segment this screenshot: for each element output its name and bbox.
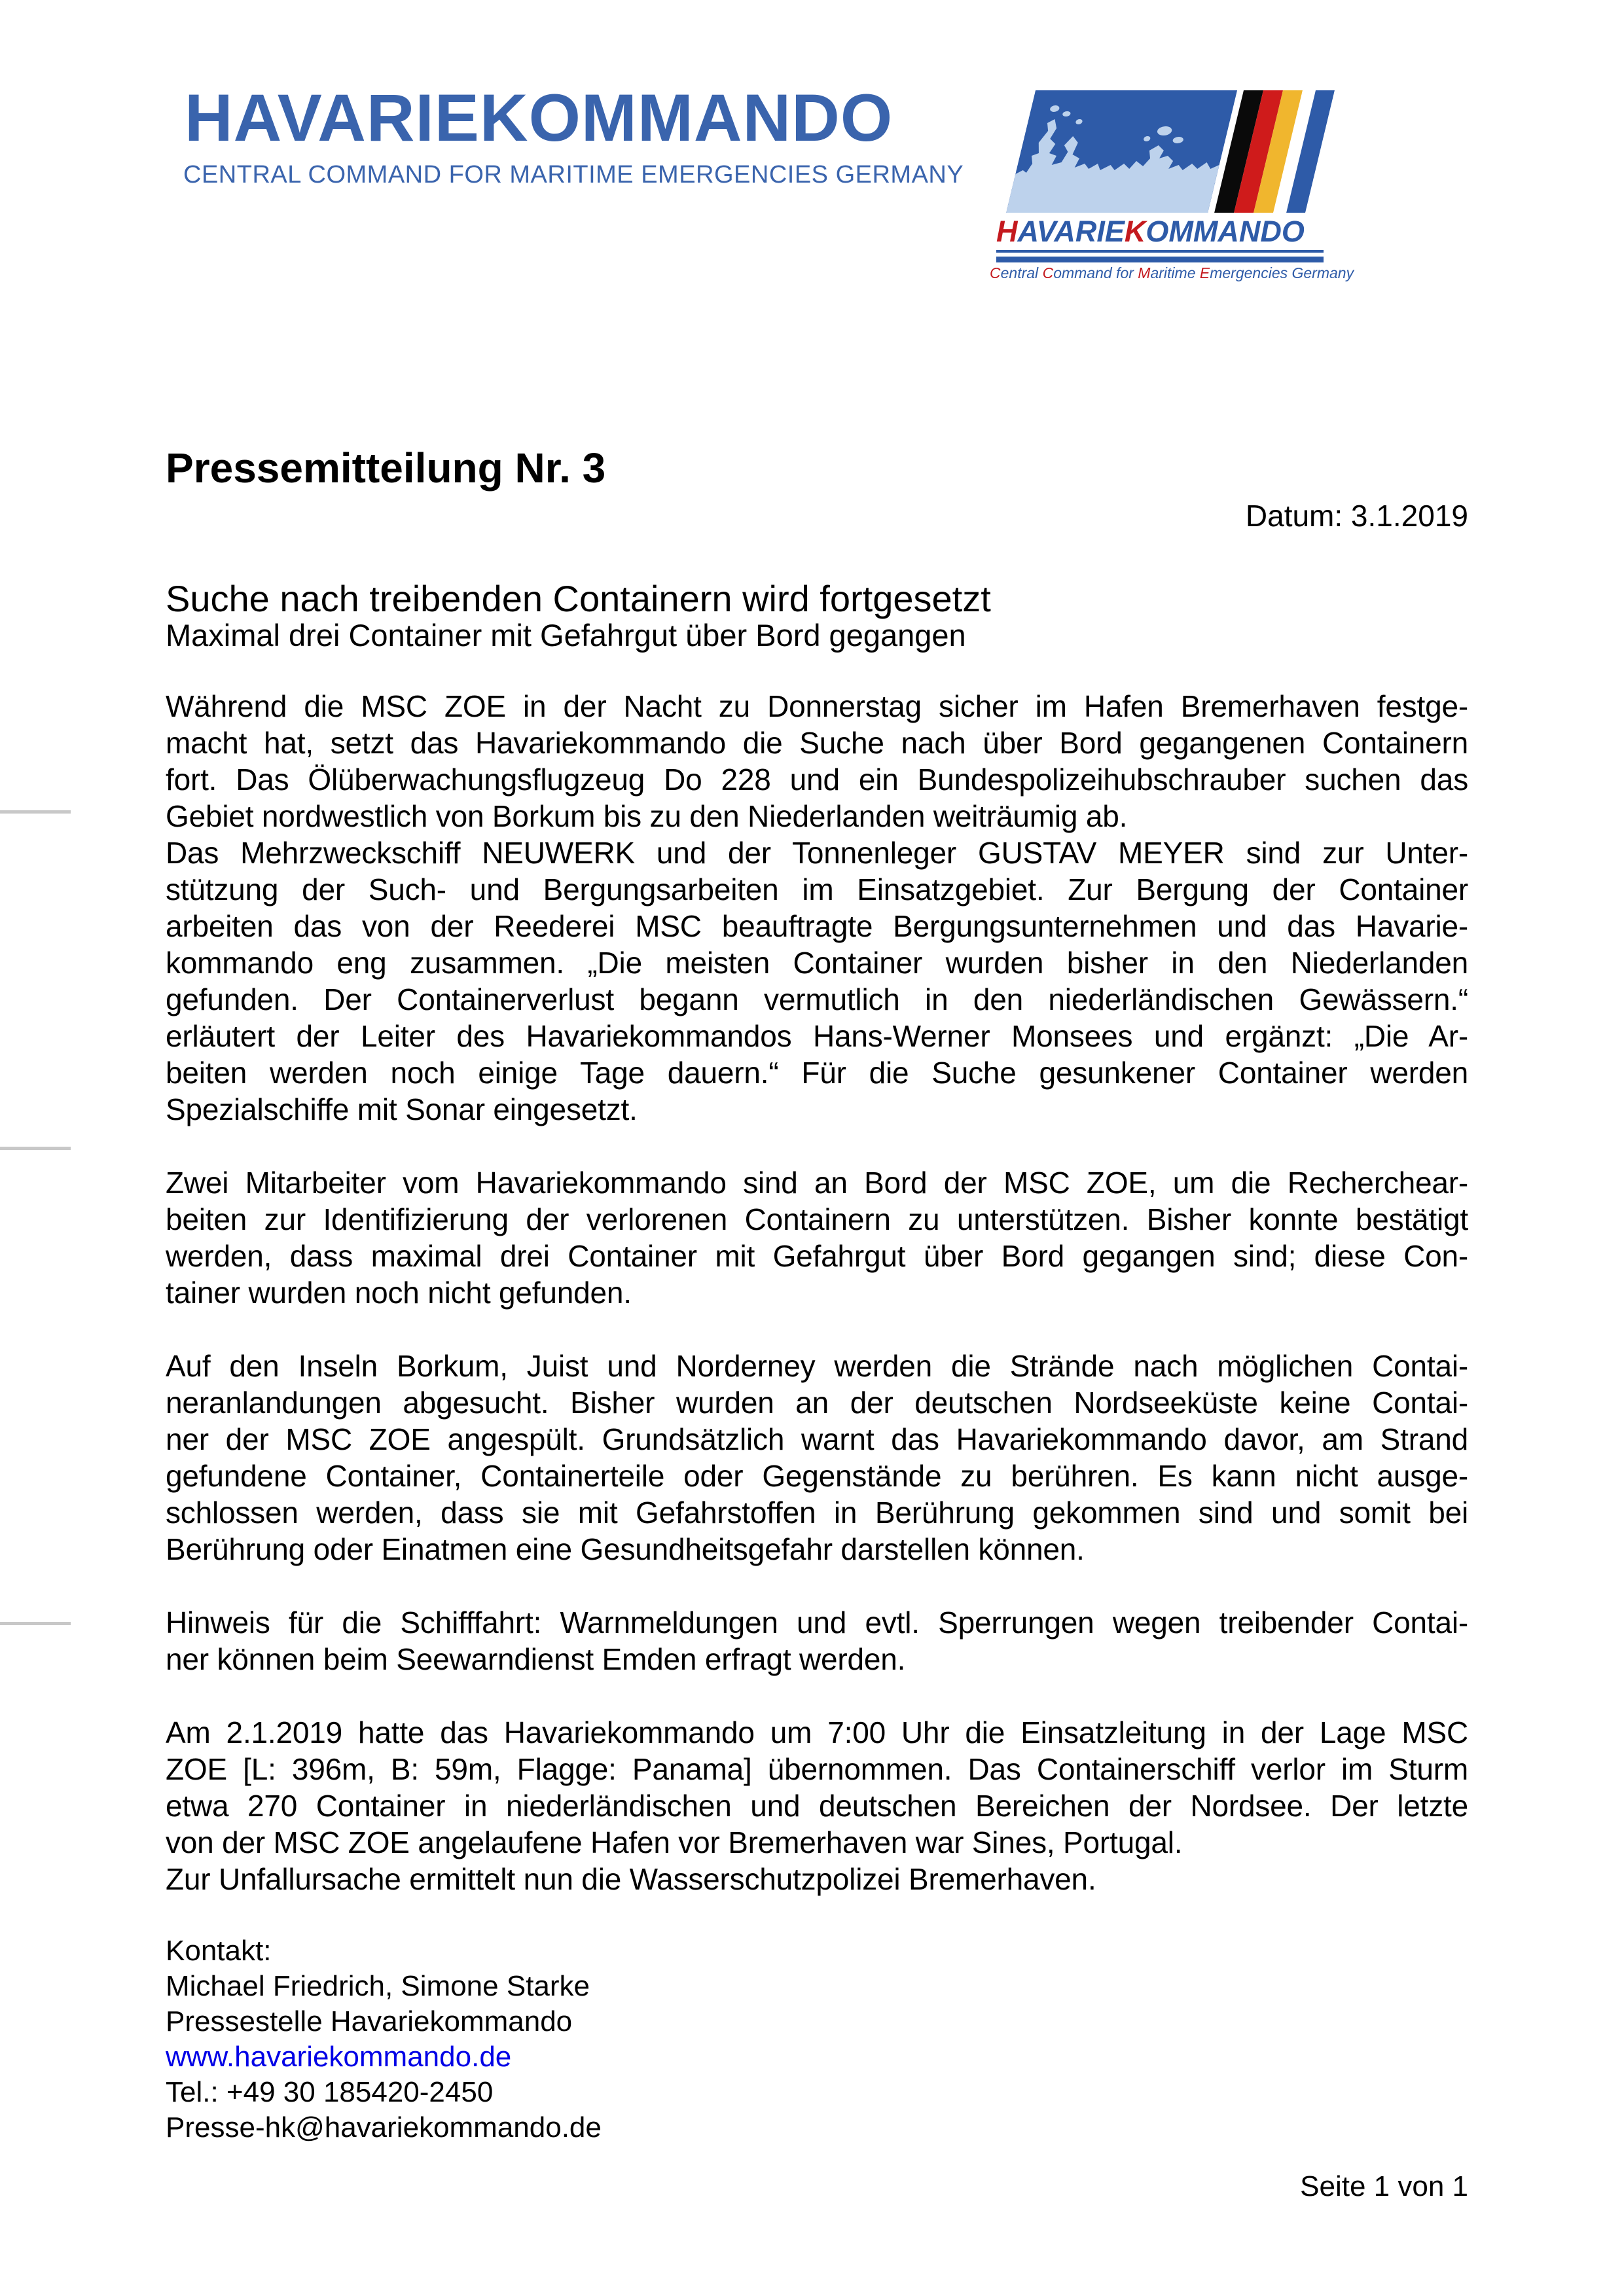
body-line: arbeiten das von der Reederei MSC beauftragte Bergungsunternehmen und das Havarie- [166, 909, 1468, 943]
contact-office: Pressestelle Havariekommando [166, 2005, 573, 2037]
page-number: Seite 1 von 1 [1300, 2170, 1468, 2202]
body-line: Gebiet nordwestlich von Borkum bis zu den Niederlanden weiträumig ab. [166, 799, 1128, 833]
body-line: Am 2.1.2019 hatte das Havariekommando um 7:00 Uhr die Einsatzleitung in der Lage MSC [166, 1715, 1468, 1749]
contact-email: Presse-hk@havariekommando.de [166, 2111, 602, 2144]
logo-flag-parallelogram [1006, 90, 1335, 213]
logo-letter-run: ommand for [1053, 264, 1138, 281]
body-line: Zur Unfallursache ermittelt nun die Wasserschutzpolizei Bremerhaven. [166, 1862, 1096, 1896]
body-line: tainer wurden noch nicht gefunden. [166, 1276, 632, 1310]
body-line: gefundene Container, Containerteile oder Gegenstände zu berühren. Es kann nicht ausge- [166, 1459, 1468, 1493]
logo-thick-rule [996, 257, 1324, 262]
logo-wordmark [996, 215, 1330, 248]
body-line: Spezialschiffe mit Sonar eingesetzt. [166, 1092, 638, 1126]
logo-accent-letter: C [1042, 264, 1054, 281]
body-line: beiten werden noch einige Tage dauern.“ Für die Suche gesunkener Container werden [166, 1056, 1468, 1090]
contact-names: Michael Friedrich, Simone Starke [166, 1970, 590, 2002]
logo-accent-letter: K [1124, 215, 1146, 248]
brand-subtitle: CENTRAL COMMAND FOR MARITIME EMERGENCIES GERMANY [183, 161, 964, 188]
brand-title: HAVARIEKOMMANDO [185, 81, 893, 155]
headline: Suche nach treibenden Containern wird fortgesetzt [166, 578, 991, 619]
logo-letter-run: mergencies Germany [1210, 264, 1354, 281]
paragraph-gap [166, 1128, 1468, 1164]
body-line: beiten zur Identifizierung der verlorenen Containern zu unterstützen. Bisher konnte bestätigt [166, 1202, 1468, 1236]
date-line: Datum: 3.1.2019 [1245, 499, 1468, 533]
body-line: Das Mehrzweckschiff NEUWERK und der Tonnenleger GUSTAV MEYER sind zur Unter- [166, 836, 1468, 870]
body-line: fort. Das Ölüberwachungsflugzeug Do 228 und ein Bundespolizeihubschrauber suchen das [166, 762, 1468, 797]
body-line: schlossen werden, dass sie mit Gefahrstoffen in Berührung gekommen sind und somit bei [166, 1496, 1468, 1530]
body-line: kommando eng zusammen. „Die meisten Container wurden bisher in den Niederlanden [166, 946, 1468, 980]
logo-letter-run: AVARIE [1017, 215, 1125, 248]
body-line: neranlandungen abgesucht. Bisher wurden an der deutschen Nordseeküste keine Contai- [166, 1386, 1468, 1420]
paragraph-gap [166, 1311, 1468, 1348]
body-line: ZOE [L: 396m, B: 59m, Flagge: Panama] übernommen. Das Containerschiff verlor im Sturm [166, 1752, 1468, 1786]
body-line: ner der MSC ZOE angespült. Grundsätzlich warnt das Havariekommando davor, am Strand [166, 1422, 1468, 1456]
hole-punch-mark-icon [0, 1147, 71, 1150]
fold-mark-icon [0, 1622, 71, 1625]
paragraph-gap [166, 1677, 1468, 1714]
body-line: macht hat, setzt das Havariekommando die Suche nach über Bord gegangenen Containern [166, 726, 1468, 760]
website-link[interactable]: www.havariekommando.de [166, 2041, 512, 2073]
body-line: von der MSC ZOE angelaufene Hafen vor Bremerhaven war Sines, Portugal. [166, 1825, 1183, 1859]
body-line: etwa 270 Container in niederländischen und deutschen Bereichen der Nordsee. Der letzte [166, 1789, 1468, 1823]
havariekommando-logo [988, 69, 1355, 285]
logo-letter-run: aritime [1150, 264, 1200, 281]
body-line: stützung der Such- und Bergungsarbeiten im Einsatzgebiet. Zur Bergung der Container [166, 872, 1468, 906]
contact-block [166, 1933, 602, 2145]
logo-accent-letter: H [996, 215, 1018, 248]
body-line: Auf den Inseln Borkum, Juist und Norderney werden die Strände nach möglichen Contai- [166, 1349, 1468, 1383]
body-line: gefunden. Der Containerverlust begann vermutlich in den niederländischen Gewässern.“ [166, 982, 1468, 1016]
press-release-title: Pressemitteilung Nr. 3 [166, 444, 606, 492]
body-line: Berührung oder Einatmen eine Gesundheitsgefahr darstellen können. [166, 1532, 1085, 1566]
body-line: Während die MSC ZOE in der Nacht zu Donnerstag sicher im Hafen Bremerhaven festge- [166, 689, 1468, 723]
logo-letter-run: entral [1000, 264, 1043, 281]
body-line: ner können beim Seewarndienst Emden erfragt werden. [166, 1642, 906, 1676]
logo-tagline [990, 264, 1354, 281]
logo-letter-run: OMMANDO [1146, 215, 1305, 248]
body-text [166, 688, 1468, 1897]
body-line: erläutert der Leiter des Havariekommandos Hans-Werner Monsees und ergänzt: „Die Ar- [166, 1019, 1468, 1053]
contact-phone: Tel.: +49 30 185420-2450 [166, 2076, 494, 2108]
logo-coastline-map-icon [1006, 90, 1237, 213]
logo-thin-rule [996, 250, 1324, 253]
coastline-map-svg [1006, 90, 1237, 213]
fold-mark-icon [0, 810, 71, 814]
paragraph-gap [166, 1568, 1468, 1604]
body-line: Zwei Mitarbeiter vom Havariekommando sind an Bord der MSC ZOE, um die Recherchear- [166, 1166, 1468, 1200]
body-line: werden, dass maximal drei Container mit Gefahrgut über Bord gegangen sind; diese Con- [166, 1239, 1468, 1273]
body-line: Hinweis für die Schifffahrt: Warnmeldungen und evtl. Sperrungen wegen treibender Contai- [166, 1605, 1468, 1640]
logo-accent-letter: E [1199, 264, 1210, 281]
logo-accent-letter: M [1138, 264, 1151, 281]
contact-label: Kontakt: [166, 1935, 272, 1967]
logo-accent-letter: C [990, 264, 1001, 281]
subheadline: Maximal drei Container mit Gefahrgut über Bord gegangen [166, 618, 966, 653]
